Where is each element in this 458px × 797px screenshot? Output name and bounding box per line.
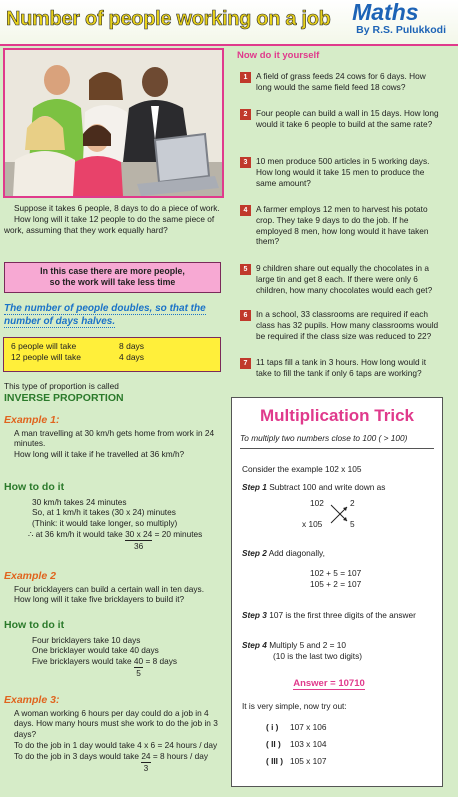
- people-days-table: [3, 337, 221, 372]
- question-item: [240, 309, 440, 341]
- proportion-name: INVERSE PROPORTION: [4, 392, 124, 404]
- intro-line-1: Suppose it takes 6 people, 8 days to do a piece of work.: [14, 203, 220, 213]
- question-item: [240, 108, 440, 130]
- diagram-5: 5: [350, 519, 355, 529]
- how-to-2: [4, 619, 222, 679]
- example-3: [4, 694, 222, 773]
- how-to-1-result: [4, 529, 222, 552]
- try-item: [266, 739, 326, 750]
- how-to-1-heading: How to do it: [4, 481, 65, 493]
- question-number-badge: 6: [240, 310, 251, 321]
- example-1-heading: Example 1:: [4, 414, 60, 426]
- try-item-expression: 107 x 106: [290, 722, 327, 732]
- example-2: [4, 570, 222, 605]
- fraction: [141, 751, 150, 774]
- question-number-badge: 3: [240, 157, 251, 168]
- fraction-numerator: 30 x 24: [125, 528, 153, 539]
- trick-subtitle: To multiply two numbers close to 100 ( > 100): [240, 433, 434, 449]
- try-item-index: ( III ): [266, 756, 284, 766]
- step-1-label: Step 1: [242, 482, 267, 492]
- example-2-line-1: Four bricklayers can build a certain wall in ten days.: [14, 583, 204, 594]
- exercise-title: Now do it yourself: [237, 50, 320, 61]
- table-cell: 6 people will take: [11, 341, 77, 351]
- question-item: [240, 357, 440, 379]
- how-to-1-line-2: So, at 1 km/h it takes (30 x 24) minutes: [32, 507, 176, 518]
- multiplication-trick-box: [231, 397, 443, 787]
- sum-1: 102 + 5 = 107: [310, 568, 362, 578]
- try-item-expression: 103 x 104: [290, 739, 327, 749]
- example-3-text: A woman working 6 hours per day could do a job in 4 days. How many hours must she work to do the job in 3 days?: [14, 707, 218, 740]
- trick-answer-text: Answer = 10710: [293, 678, 365, 689]
- question-number-badge: 7: [240, 358, 251, 369]
- question-text: 9 children share out equally the chocolates in a large tin and get 8 each. If there were only 6 children, how many chocolates would each get?: [256, 263, 433, 295]
- try-item-index: ( II ): [266, 739, 281, 749]
- try-intro: It is very simple, now try out:: [242, 701, 347, 711]
- table-cell: 8 days: [119, 341, 145, 351]
- try-item-expression: 105 x 107: [290, 756, 327, 766]
- example-1: [4, 414, 222, 460]
- how-to-2-heading: How to do it: [4, 619, 65, 631]
- diagram-102: 102: [310, 498, 324, 508]
- step-4: [242, 640, 346, 651]
- question-text: Four people can build a wall in 15 days. How long would it take 6 people to build at the same rate?: [256, 108, 439, 129]
- step-4-note: (10 is the last two digits): [273, 651, 362, 661]
- intro-text: [4, 203, 222, 235]
- step-4-label: Step 4: [242, 640, 267, 650]
- people-illustration: [5, 50, 222, 196]
- step-4-text: Multiply 5 and 2 = 10: [266, 640, 347, 650]
- question-item: [240, 156, 440, 188]
- question-number-badge: 5: [240, 264, 251, 275]
- fraction: [125, 529, 152, 552]
- how-to-1-line-3: (Think: it would take longer, so multiply): [32, 518, 178, 529]
- fraction-denominator: 36: [134, 540, 144, 551]
- example-2-line-2: How long will it take five bricklayers to build it?: [14, 594, 185, 605]
- doubles-statement: [4, 302, 222, 328]
- how-to-2-result-suffix: = 8 days: [143, 656, 178, 667]
- step-3-label: Step 3: [242, 610, 267, 620]
- brand: [352, 1, 446, 38]
- header: [0, 0, 458, 46]
- example-1-line-2: How long will it take if he travelled at 36 km/h?: [14, 449, 185, 460]
- pink-callout-line-1: In this case there are more people,: [40, 266, 185, 276]
- how-to-2-result-prefix: Five bricklayers would take: [32, 656, 134, 667]
- question-text: A field of grass feeds 24 cows for 6 days. How long would the same field feed 18 cows?: [256, 71, 426, 92]
- fraction-numerator: 24: [141, 750, 151, 761]
- sum-2: 105 + 2 = 107: [310, 579, 362, 589]
- step-1-text: Subtract 100 and write down as: [266, 482, 386, 492]
- question-number-badge: 1: [240, 72, 251, 83]
- how-to-1: [4, 481, 222, 552]
- question-text: In a school, 33 classrooms are required if each class has 32 pupils. How many classrooms would be required if the class size was reduced to 22?: [256, 309, 439, 341]
- example-2-heading: Example 2: [4, 570, 56, 582]
- how-to-2-line-1: Four bricklayers take 10 days: [32, 634, 141, 645]
- question-item: [240, 204, 440, 247]
- diagram-2: 2: [350, 498, 355, 508]
- intro-line-2: How long will it take 12 people to do the same piece of work, assuming that they work equally hard?: [4, 213, 215, 235]
- trick-consider: Consider the example 102 x 105: [242, 464, 362, 474]
- step-3: [242, 610, 416, 621]
- example-3-heading: Example 3:: [4, 694, 60, 706]
- brand-title: Maths: [352, 0, 419, 25]
- cross-arrows-icon: [328, 502, 352, 526]
- question-number-badge: 2: [240, 109, 251, 120]
- people-photo: [3, 48, 224, 198]
- diagram-x105: x 105: [302, 519, 323, 529]
- step-3-text: 107 is the first three digits of the answer: [266, 610, 416, 620]
- try-item-index: ( i ): [266, 722, 279, 732]
- page-title: Number of people working on a job: [6, 8, 331, 30]
- example-3-result-suffix: = 8 hours / day: [150, 750, 208, 761]
- example-3-result: [4, 751, 222, 774]
- trick-title: Multiplication Trick: [260, 406, 414, 425]
- table-cell: 4 days: [119, 352, 145, 363]
- author: By R.S. Pulukkodi: [356, 24, 446, 36]
- how-to-1-line-1: 30 km/h takes 24 minutes: [32, 496, 127, 507]
- question-item: [240, 263, 440, 295]
- table-row: [11, 352, 220, 363]
- example-3-result-prefix: To do the job in 3 days would take: [14, 750, 142, 761]
- doubles-line-1: The number of people doubles, so that the: [4, 303, 206, 314]
- example-1-line-1: A man travelling at 30 km/h gets home from work in 24 minutes.: [14, 427, 215, 449]
- how-to-2-line-2: One bricklayer would take 40 days: [32, 645, 159, 656]
- question-text: 10 men produce 500 articles in 5 working days. How long would it take 15 men to produce the same amount?: [256, 156, 430, 188]
- try-item: [266, 722, 326, 733]
- trick-answer: [232, 678, 426, 690]
- how-to-1-result-prefix: ∴ at 36 km/h it would take: [28, 528, 126, 539]
- fraction-numerator: 40: [133, 656, 144, 667]
- step-1: [242, 482, 385, 493]
- how-to-2-result: [4, 656, 222, 679]
- table-row: [11, 341, 220, 352]
- fraction-denominator: 5: [136, 667, 141, 678]
- question-text: A farmer employs 12 men to harvest his potato crop. They take 9 days to do the job. If he employed 8 men, how long would it have taken them?: [256, 204, 429, 247]
- how-to-1-result-suffix: = 20 minutes: [152, 528, 203, 539]
- doubles-line-2: number of days halves.: [4, 316, 116, 327]
- step-2-label: Step 2: [242, 548, 267, 558]
- table-cell: 12 people will take: [11, 352, 81, 363]
- step-2-text: Add diagonally,: [266, 548, 325, 558]
- step-2: [242, 548, 325, 559]
- question-text: 11 taps fill a tank in 3 hours. How long would it take to fill the tank if only 6 taps are working?: [256, 357, 427, 378]
- try-item: [266, 756, 326, 767]
- question-item: [240, 71, 440, 93]
- example-3-line-1: To do the job in 1 day would take 4 x 6 = 24 hours / day: [14, 739, 218, 750]
- proportion-intro: This type of proportion is called: [4, 381, 119, 391]
- fraction-denominator: 3: [143, 762, 149, 773]
- fraction: [134, 656, 143, 679]
- question-number-badge: 4: [240, 205, 251, 216]
- pink-callout: [4, 262, 221, 293]
- pink-callout-line-2: so the work will take less time: [49, 277, 176, 288]
